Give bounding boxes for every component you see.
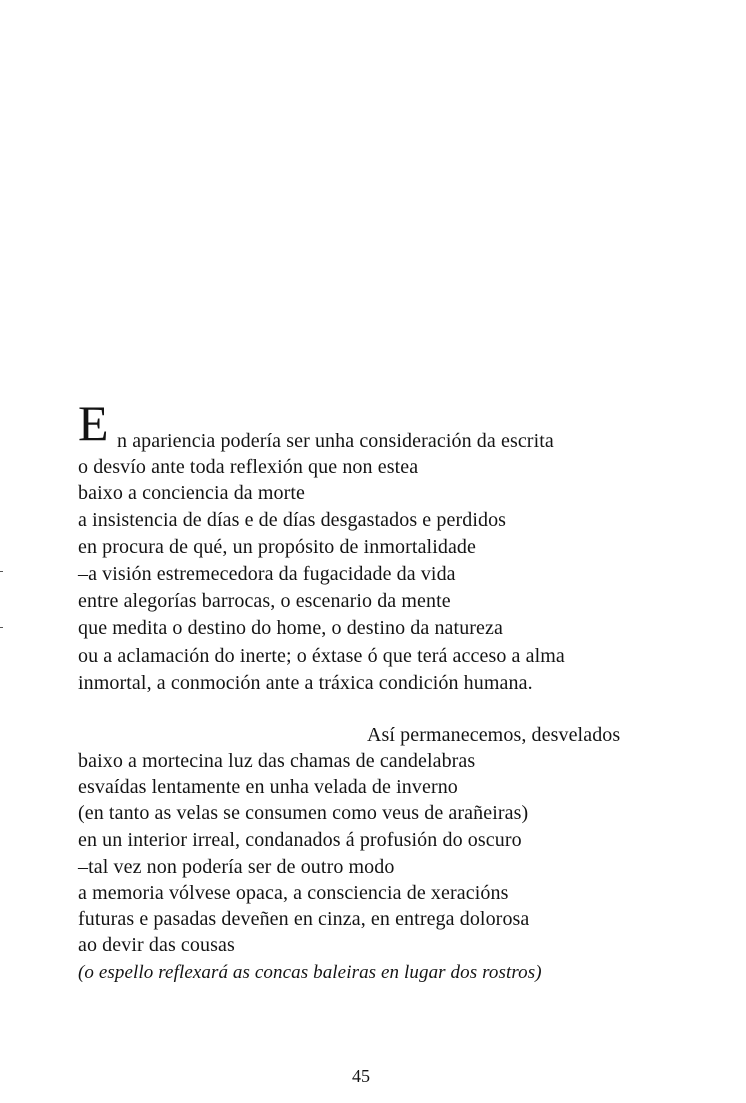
- poem-line: a memoria vólvese opaca, a consciencia de xeracións: [78, 882, 509, 904]
- page-number: 45: [352, 1066, 370, 1086]
- poem-line-italic: (o espello reflexará as concas baleiras en lugar dos rostros): [78, 962, 542, 983]
- poem-line: Así permanecemos, desvelados: [367, 724, 621, 746]
- poem-line: (en tanto as velas se consumen como veus de arañeiras): [78, 802, 529, 824]
- poem-line: n apariencia podería ser unha consideración da escrita: [117, 430, 554, 452]
- poem-line: baixo a conciencia da morte: [78, 482, 306, 504]
- poem-line: a insistencia de días e de días desgastados e perdidos: [78, 509, 507, 531]
- poem-line: esvaídas lentamente en unha velada de inverno: [78, 776, 458, 798]
- margin-mark: [0, 627, 3, 628]
- poem-line: ou a aclamación do inerte; o éxtase ó que terá acceso a alma: [78, 645, 565, 667]
- poem-line: o desvío ante toda reflexión que non estea: [78, 456, 419, 478]
- poem-line: ao devir das cousas: [78, 934, 235, 956]
- drop-cap: E: [78, 395, 109, 451]
- poem-line: –a visión estremecedora da fugacidade da vida: [78, 563, 456, 585]
- poem-line: en un interior irreal, condanados á profusión do oscuro: [78, 829, 522, 851]
- poem-line: entre alegorías barrocas, o escenario da mente: [78, 590, 451, 612]
- poem-line: inmortal, a conmoción ante a tráxica condición humana.: [78, 672, 533, 694]
- poem-line: que medita o destino do home, o destino da natureza: [78, 617, 503, 639]
- poem-line: en procura de qué, un propósito de inmortalidade: [78, 536, 477, 558]
- poem-line: baixo a mortecina luz das chamas de candelabras: [78, 750, 476, 772]
- poem-line: futuras e pasadas deveñen en cinza, en entrega dolorosa: [78, 908, 530, 930]
- poem-line: –tal vez non podería ser de outro modo: [78, 856, 395, 878]
- margin-mark: [0, 571, 3, 572]
